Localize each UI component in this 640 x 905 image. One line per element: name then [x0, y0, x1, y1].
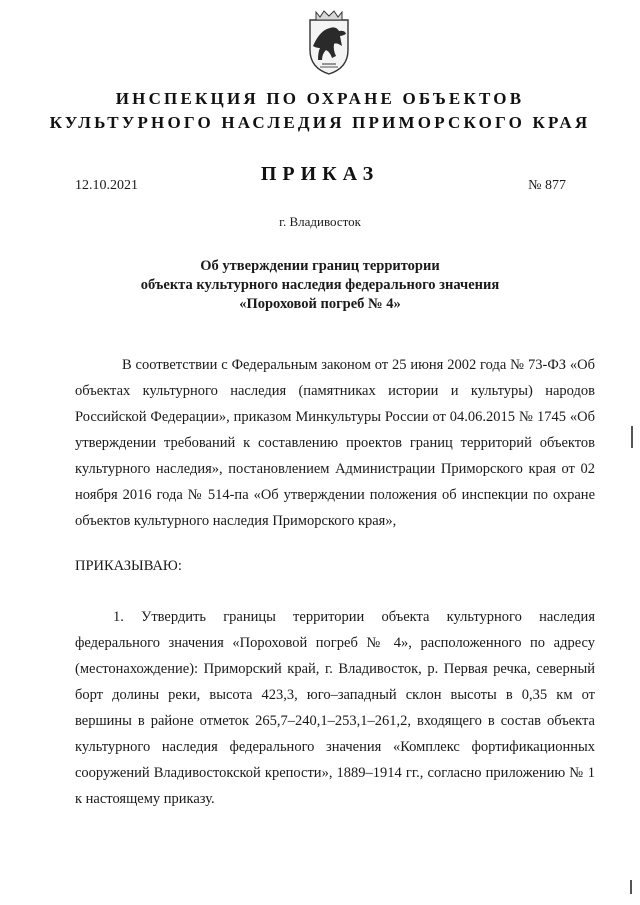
- preamble-paragraph: В соответствии с Федеральным законом от 25 июня 2002 года № 73-ФЗ «Об объектах культурного наследия (памятниках истории и культуры) народов Российской Федерации», приказом Минкультуры России от 04.06.2015 № 1745 «Об утверждении требований к составлению проектов границ территорий объектов культурного наследия», постановлением Администрации Приморского края от 02 ноября 2016 года № 514-па «Об утверждении положения об инспекции по охране объектов культурного наследия Приморского края»,: [75, 357, 595, 529]
- order-item-1: 1. Утвердить границы территории объекта культурного наследия федерального значения «Пороховой погреб № 4», расположенного по адресу (местонахождение): Приморский край, г. Владивосток, р. Первая речка, северный борт долины реки, высота 423,3, юго–западный склон высоты в 0,35 км от вершины в районе отметок 265,7–240,1–253,1–261,2, входящего в состав объекта культурного наследия федерального значения «Комплекс фортификационных сооружений Владивостокской крепости», 1889–1914 гг., согласно приложению № 1 к настоящему приказу.: [75, 609, 595, 807]
- subject-line-1: Об утверждении границ территории: [200, 258, 440, 274]
- scan-margin-mark: [631, 426, 633, 448]
- order-word: ПРИКАЗЫВАЮ:: [75, 558, 182, 574]
- document-city: г. Владивосток: [279, 214, 361, 229]
- subject-line-2: объекта культурного наследия федерального значения: [140, 277, 500, 293]
- organization-name-line1: ИНСПЕКЦИЯ ПО ОХРАНЕ ОБЪЕКТОВ: [115, 89, 525, 108]
- document-date: 12.10.2021: [75, 178, 138, 193]
- subject-line-3: «Пороховой погреб № 4»: [239, 296, 401, 312]
- document-subject: [0, 257, 640, 314]
- coat-of-arms-emblem: [300, 6, 358, 78]
- scan-margin-mark: [630, 880, 632, 894]
- organization-name-line2: КУЛЬТУРНОГО НАСЛЕДИЯ ПРИМОРСКОГО КРАЯ: [49, 113, 591, 132]
- document-number: № 877: [528, 178, 566, 193]
- document-title: ПРИКАЗ: [260, 163, 380, 185]
